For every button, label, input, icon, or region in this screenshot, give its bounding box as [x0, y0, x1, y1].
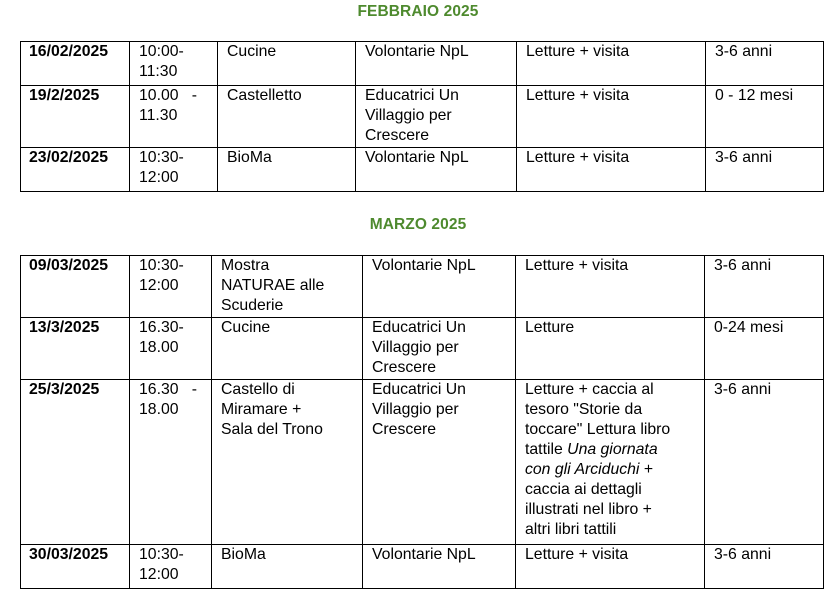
- time-cell: 16.30- 18.00: [130, 318, 212, 380]
- activity-cell: Letture + visita: [517, 148, 706, 192]
- activity-cell: Letture + visita: [517, 42, 706, 86]
- place-cell: BioMa: [212, 545, 363, 589]
- organizer-cell: Educatrici Un Villaggio per Crescere: [356, 86, 517, 148]
- activity-cell: Letture + visita: [517, 86, 706, 148]
- schedule-table-febbraio: [20, 41, 824, 192]
- date-cell: 09/03/2025: [21, 256, 130, 318]
- age-cell: 3-6 anni: [705, 380, 824, 545]
- schedule-table-marzo: [20, 255, 824, 589]
- age-cell: 3-6 anni: [705, 545, 824, 589]
- place-cell: Cucine: [212, 318, 363, 380]
- time-cell: 16.30 - 18.00: [130, 380, 212, 545]
- table-row: [21, 256, 824, 318]
- age-cell: 0-24 mesi: [705, 318, 824, 380]
- organizer-cell: Volontarie NpL: [356, 42, 517, 86]
- table-row: [21, 380, 824, 545]
- book-title: Una giornata con gli Arciduchi: [525, 441, 658, 478]
- age-cell: 3-6 anni: [705, 256, 824, 318]
- date-cell: 25/3/2025: [21, 380, 130, 545]
- organizer-cell: Volontarie NpL: [363, 256, 516, 318]
- date-cell: 23/02/2025: [21, 148, 130, 192]
- organizer-cell: Educatrici Un Villaggio per Crescere: [363, 380, 516, 545]
- activity-cell: [516, 380, 705, 545]
- table-row: [21, 545, 824, 589]
- table-row: [21, 148, 824, 192]
- activity-cell: Letture + visita: [516, 545, 705, 589]
- activity-cell: Letture: [516, 318, 705, 380]
- organizer-cell: Educatrici Un Villaggio per Crescere: [363, 318, 516, 380]
- time-cell: 10:00- 11:30: [130, 42, 218, 86]
- organizer-cell: Volontarie NpL: [363, 545, 516, 589]
- time-cell: 10:30- 12:00: [130, 545, 212, 589]
- age-cell: 3-6 anni: [706, 42, 824, 86]
- place-cell: Castello di Miramare + Sala del Trono: [212, 380, 363, 545]
- date-cell: 13/3/2025: [21, 318, 130, 380]
- date-cell: 30/03/2025: [21, 545, 130, 589]
- activity-text: Letture + caccia al tesoro "Storie da toccare" Lettura libro tattile: [525, 381, 671, 458]
- place-cell: Castelletto: [218, 86, 356, 148]
- age-cell: 3-6 anni: [706, 148, 824, 192]
- section-title-marzo: MARZO 2025: [369, 216, 467, 233]
- place-cell: BioMa: [218, 148, 356, 192]
- activity-cell: Letture + visita: [516, 256, 705, 318]
- section-title-febbraio: FEBBRAIO 2025: [357, 3, 479, 20]
- place-cell: Mostra NATURAE alle Scuderie: [212, 256, 363, 318]
- table-row: [21, 86, 824, 148]
- activity-text: + caccia ai dettagli illustrati nel libro + altri libri tattili: [525, 461, 654, 538]
- date-cell: 16/02/2025: [21, 42, 130, 86]
- date-cell: 19/2/2025: [21, 86, 130, 148]
- organizer-cell: Volontarie NpL: [356, 148, 517, 192]
- time-cell: 10:30- 12:00: [130, 148, 218, 192]
- time-cell: 10:30- 12:00: [130, 256, 212, 318]
- table-row: [21, 318, 824, 380]
- place-cell: Cucine: [218, 42, 356, 86]
- table-row: [21, 42, 824, 86]
- age-cell: 0 - 12 mesi: [706, 86, 824, 148]
- time-cell: 10.00 - 11.30: [130, 86, 218, 148]
